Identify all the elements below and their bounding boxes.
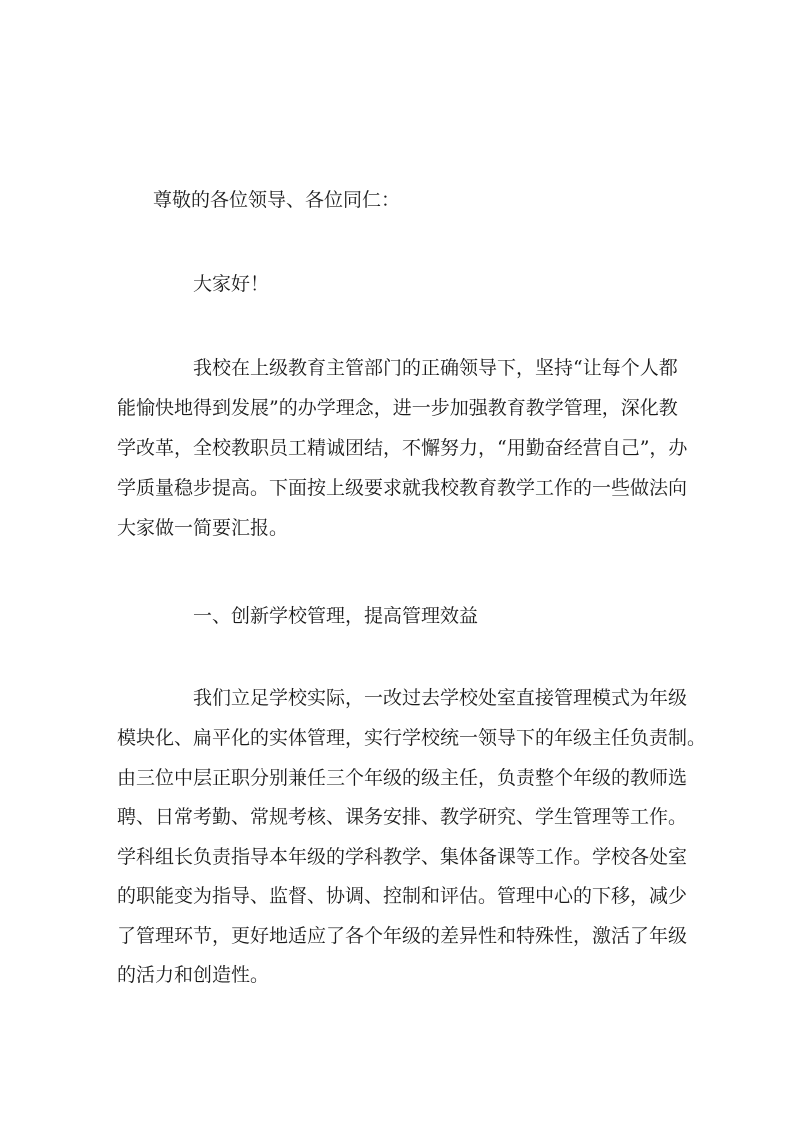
greeting: 大家好！ bbox=[193, 273, 270, 295]
paragraph-line: 学科组长负责指导本年级的学科教学、集体备课等工作。学校各处室 bbox=[117, 846, 688, 868]
paragraph-line: 大家做一简要汇报。 bbox=[117, 517, 289, 539]
paragraph-line: 学改革，全校教职员工精诚团结，不懈努力，“用勤奋经营自己”，办 bbox=[117, 437, 688, 459]
paragraph-line: 我校在上级教育主管部门的正确领导下，坚持“让每个人都 bbox=[193, 357, 678, 379]
paragraph-line: 模块化、扁平化的实体管理，实行学校统一领导下的年级主任负责制。 bbox=[117, 727, 707, 749]
paragraph-line: 我们立足学校实际，一改过去学校处室直接管理模式为年级 bbox=[193, 687, 688, 709]
section-heading: 一、创新学校管理，提高管理效益 bbox=[193, 605, 479, 627]
paragraph-line: 聘、日常考勤、常规考核、课务安排、教学研究、学生管理等工作。 bbox=[117, 806, 688, 828]
paragraph-line: 的活力和创造性。 bbox=[117, 964, 270, 986]
paragraph-line: 学质量稳步提高。下面按上级要求就我校教育教学工作的一些做法向 bbox=[117, 477, 688, 499]
paragraph-line: 由三位中层正职分别兼任三个年级的级主任，负责整个年级的教师选 bbox=[117, 767, 688, 789]
paragraph-line: 的职能变为指导、监督、协调、控制和评估。管理中心的下移，减少 bbox=[117, 885, 688, 907]
salutation: 尊敬的各位领导、各位同仁： bbox=[153, 189, 401, 211]
paragraph-line: 能愉快地得到发展”的办学理念，进一步加强教育教学管理，深化教 bbox=[117, 397, 678, 419]
paragraph-line: 了管理环节，更好地适应了各个年级的差异性和特殊性，激活了年级 bbox=[117, 925, 688, 947]
